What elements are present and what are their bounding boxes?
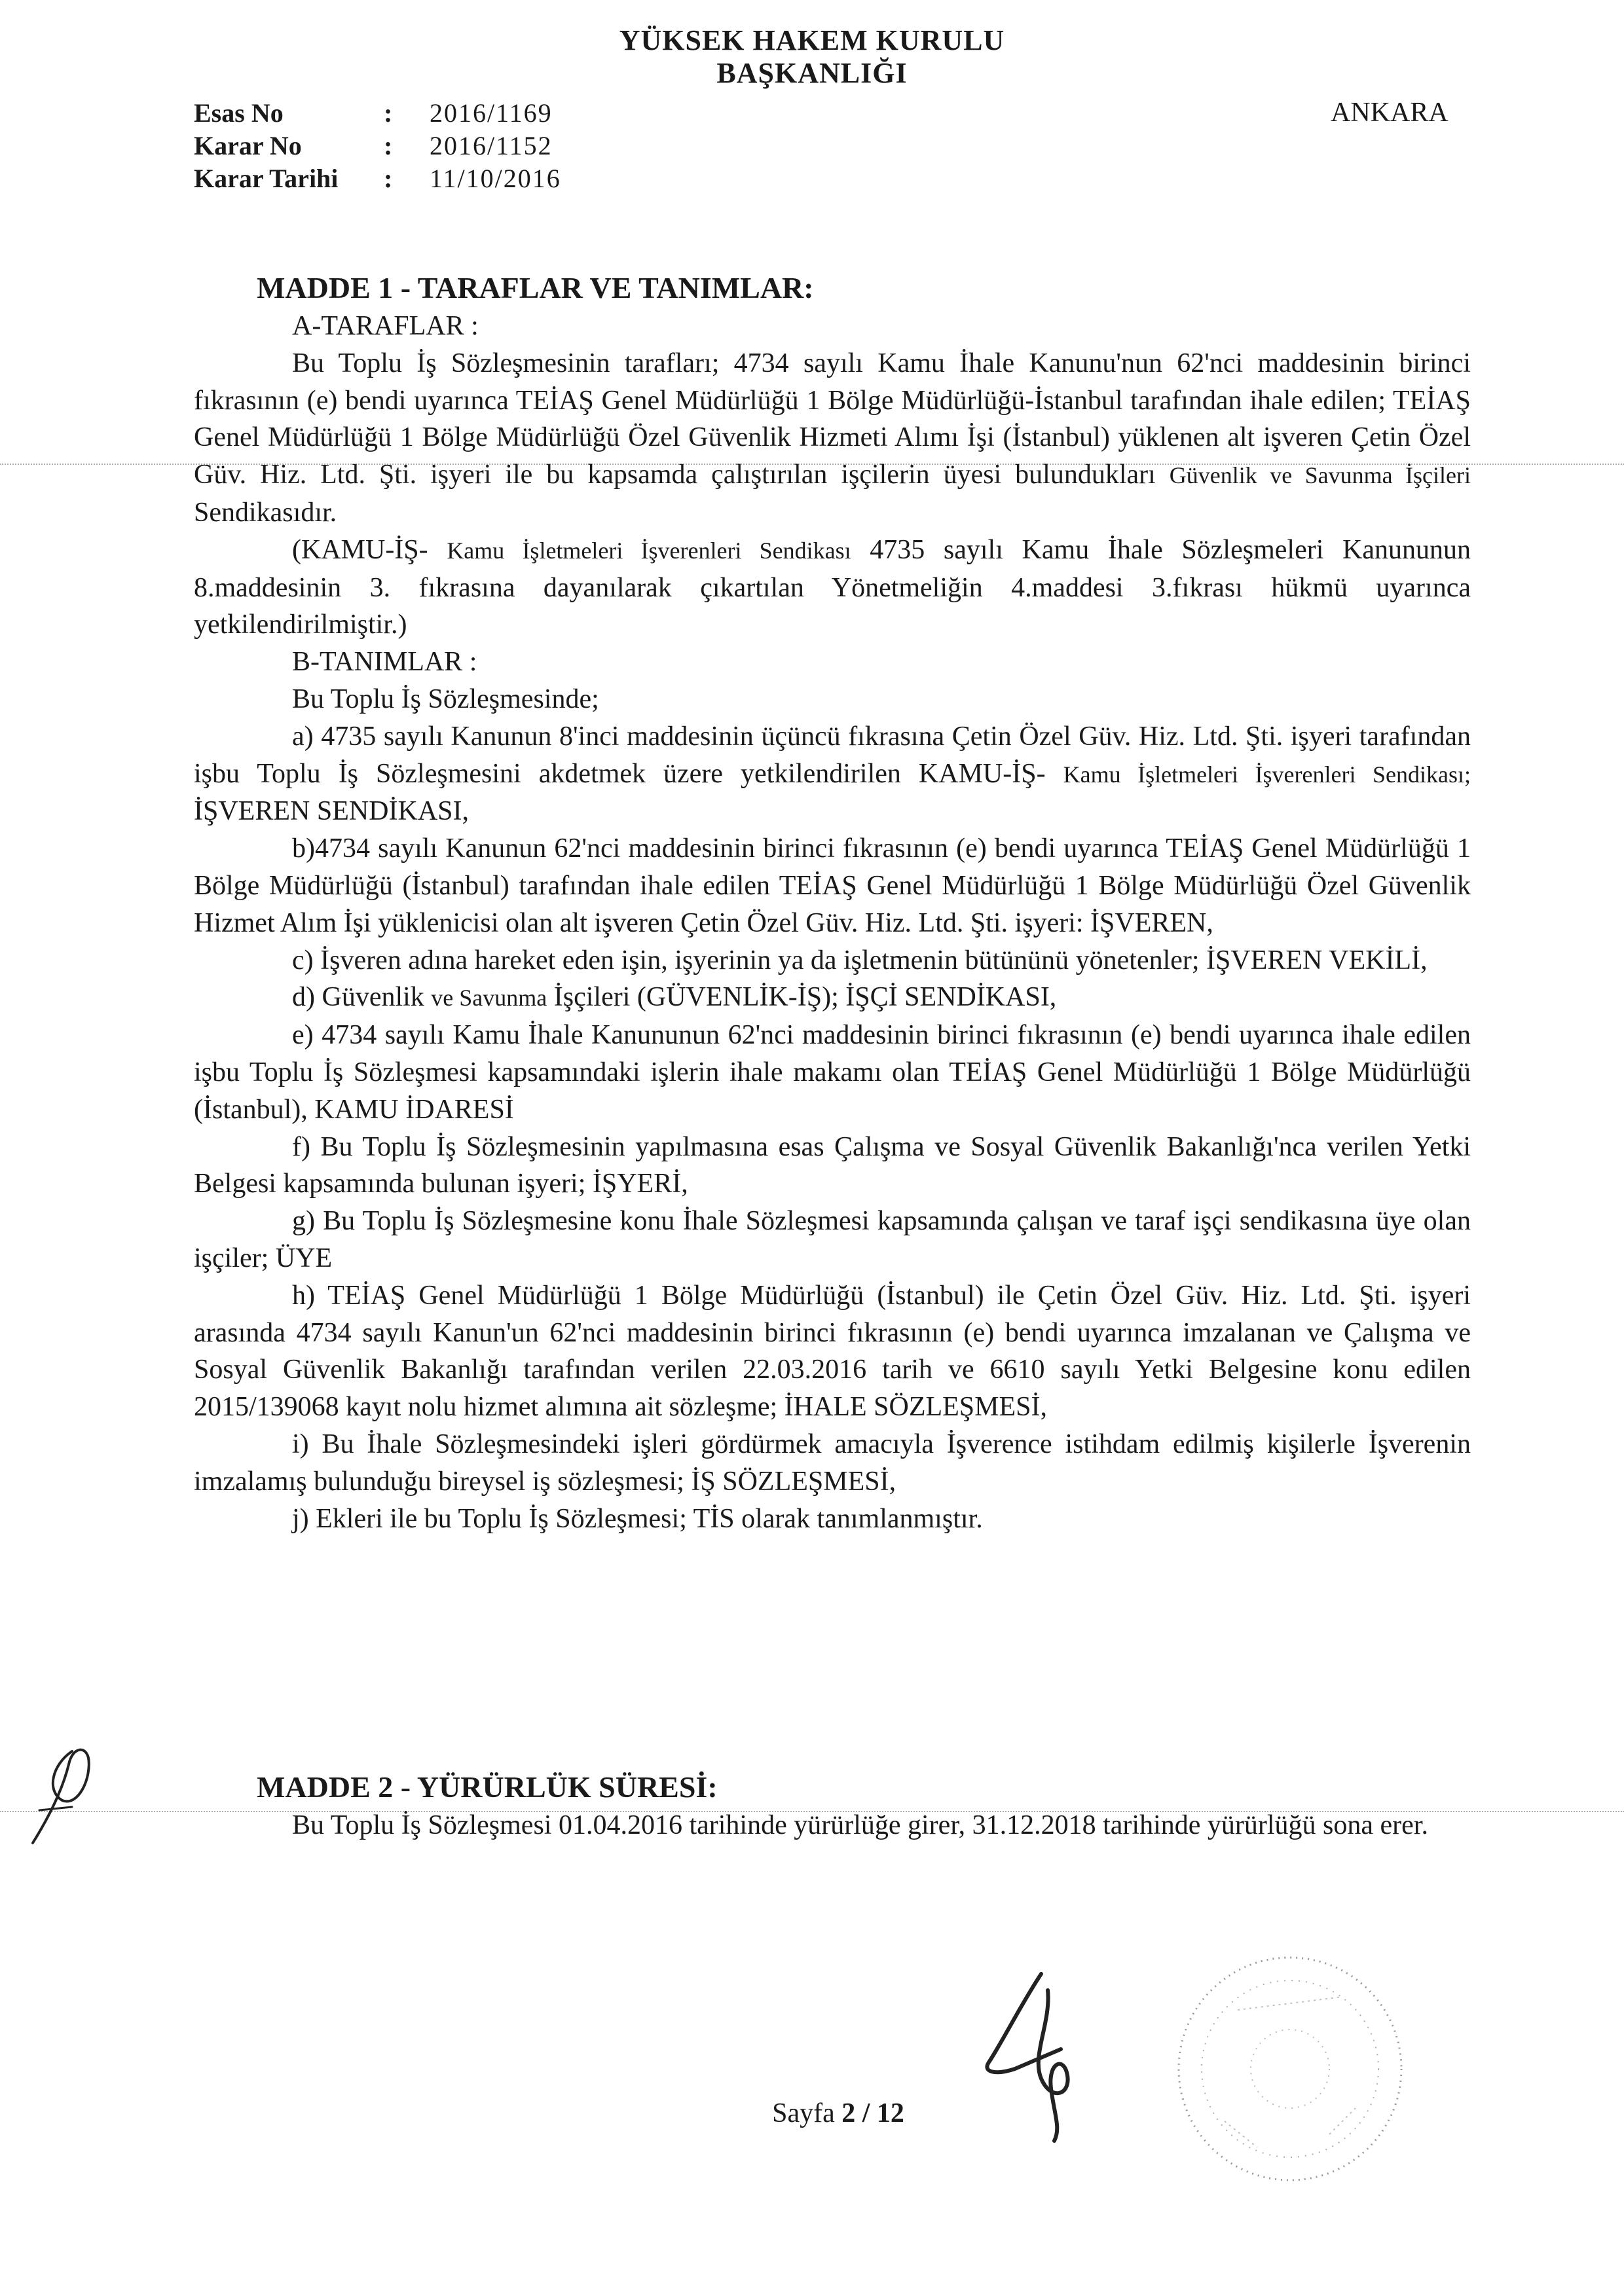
margin-initial-signature — [26, 1738, 111, 1850]
parties-paragraph — [194, 345, 1471, 532]
meta-separator: : — [384, 98, 393, 128]
meta-value: 2016/1169 — [430, 98, 553, 128]
definition-c: c) İşveren adına hareket eden işin, işyerinin ya da işletmenin bütününü yönetenler; İŞVEREN VEKİLİ, — [292, 945, 1428, 975]
article-2 — [194, 1768, 1471, 1844]
meta-value: 2016/1152 — [430, 131, 553, 160]
authorization-paragraph — [194, 532, 1471, 644]
page-separator: / — [862, 2098, 870, 2128]
header-line-1: YÜKSEK HAKEM KURULU — [619, 24, 1005, 56]
article-2-title: MADDE 2 - YÜRÜRLÜK SÜRESİ: — [257, 1770, 718, 1804]
meta-row-karar-tarihi — [194, 162, 561, 195]
def-d-small: ve Savunma — [431, 985, 547, 1011]
meta-separator: : — [384, 131, 393, 160]
def-a-end: İŞVEREN SENDİKASI, — [194, 796, 469, 827]
definition-i: i) Bu İhale Sözleşmesindeki işleri gördürmek amacıyla İşverence istihdam edilmiş kişilerle İşverenin imzalamış bulunduğu bireysel iş sözleşmesi; İŞ SÖZLEŞMESİ, — [194, 1429, 1471, 1497]
definition-b: b)4734 sayılı Kanunun 62'nci maddesinin birinci fıkrasının (e) bendi uyarınca TEİAŞ Genel Müdürlüğü 1 Bölge Müdürlüğü (İstanbul) tarafından ihale edilen TEİAŞ Genel Müdürlüğü 1 Bölge Müdürlüğü Özel Güvenlik Hizmet Alım İşi yüklenicisi olan alt işveren Çetin Özel Güv. Hiz. Ltd. Şti. işyeri: İŞVEREN, — [194, 833, 1471, 938]
section-a-heading: A-TARAFLAR : — [292, 311, 479, 341]
article-1-title: MADDE 1 - TARAFLAR VE TANIMLAR: — [257, 271, 814, 304]
page-current: 2 — [841, 2098, 856, 2128]
meta-label: Karar No — [194, 131, 302, 160]
meta-row-esas — [194, 97, 561, 130]
definition-e: e) 4734 sayılı Kamu İhale Kanununun 62'nci maddesinin birinci fıkrasının (e) bendi uyarınca ihale edilen işbu Toplu İş Sözleşmesi kapsamındaki işlerin ihale makamı olan TEİAŞ Genel Müdürlüğü 1 Bölge Müdürlüğü (İstanbul), KAMU İDARESİ — [194, 1020, 1471, 1125]
meta-label: Esas No — [194, 98, 284, 128]
union-name: Güvenlik ve Savunma İşçileri — [1169, 462, 1471, 489]
def-d-end: İşçileri (GÜVENLİK-İŞ); İŞÇİ SENDİKASI, — [553, 982, 1057, 1013]
parties-end: Sendikasıdır. — [194, 497, 337, 528]
employer-union-name: Kamu İşletmeleri İşverenleri Sendikası — [447, 537, 851, 564]
meta-label: Karar Tarihi — [194, 164, 339, 193]
meta-row-karar — [194, 130, 561, 162]
meta-value: 11/10/2016 — [430, 164, 561, 193]
section-b-heading: B-TANIMLAR : — [292, 647, 477, 678]
article-2-text: Bu Toplu İş Sözleşmesi 01.04.2016 tarihinde yürürlüğe girer, 31.12.2018 tarihinde yürürlüğü sona erer. — [292, 1810, 1428, 1840]
city-label: ANKARA — [1331, 98, 1449, 128]
parties-text: Bu Toplu İş Sözleşmesinin tarafları; 4734 sayılı Kamu İhale Kanunu'nun 62'nci maddesinin birinci fıkrasının (e) bendi uyarınca TEİAŞ Genel Müdürlüğü 1 Bölge Müdürlüğü-İstanbul tarafından ihale edilen; TEİAŞ Genel Müdürlüğü 1 Bölge Müdürlüğü Özel Güvenlik Hizmeti Alımı İşi (İstanbul) yüklenen alt işveren Çetin Özel Güv. Hiz. Ltd. Şti. işyeri ile bu kapsamda çalıştırılan işçilerin üyesi bulundukları — [194, 348, 1471, 490]
article-1 — [194, 268, 1471, 1537]
page-number — [0, 2098, 1624, 2129]
definition-d — [194, 979, 1471, 1017]
meta-separator: : — [384, 164, 393, 193]
header-line-2: BAŞKANLIĞI — [716, 57, 908, 89]
definition-a — [194, 718, 1471, 830]
def-a-text: a) 4735 sayılı Kanunun 8'inci maddesinin üçüncü fıkrasına Çetin Özel Güv. Hiz. Ltd. Şti. işyeri tarafından işbu Toplu İş Sözleşmesini akdetmek üzere yetkilendirilen KAMU-İŞ- — [194, 721, 1471, 789]
definition-h: h) TEİAŞ Genel Müdürlüğü 1 Bölge Müdürlüğü (İstanbul) ile Çetin Özel Güv. Hiz. Ltd. Şti. işyeri arasında 4734 sayılı Kanun'un 62'nci maddesinin birinci fıkrasının (e) bendi uyarınca imzalanan ve Çalışma ve Sosyal Güvenlik Bakanlığı tarafından verilen 22.03.2016 tarih ve 6610 sayılı Yetki Belgesine konu edilen 2015/139068 kayıt nolu hizmet alımına ait sözleşme; İHALE SÖZLEŞMESİ, — [194, 1280, 1471, 1423]
auth-end: 4735 sayılı Kamu İhale Sözleşmeleri Kanununun 8.maddesinin 3. fıkrasına dayanılarak çıkartılan Yönetmeliğin 4.maddesi 3.fıkrası hükmü uyarınca yetkilendirilmiştir.) — [194, 534, 1471, 640]
definition-f: f) Bu Toplu İş Sözleşmesinin yapılmasına esas Çalışma ve Sosyal Güvenlik Bakanlığı'nca verilen Yetki Belgesi kapsamında bulunan işyeri; İŞYERİ, — [194, 1131, 1471, 1199]
auth-start: (KAMU-İŞ- — [292, 534, 428, 565]
case-metadata — [194, 97, 561, 195]
page-prefix: Sayfa — [772, 2098, 835, 2128]
def-a-small: Kamu İşletmeleri İşverenleri Sendikası; — [1063, 761, 1471, 788]
definitions-intro: Bu Toplu İş Sözleşmesinde; — [292, 683, 599, 714]
definition-g: g) Bu Toplu İş Sözleşmesine konu İhale Sözleşmesi kapsamında çalışan ve taraf işçi sendikasına üye olan işçiler; ÜYE — [194, 1206, 1471, 1273]
official-stamp — [1159, 1938, 1421, 2200]
page-total: 12 — [876, 2098, 904, 2128]
definition-j: j) Ekleri ile bu Toplu İş Sözleşmesi; TİS olarak tanımlanmıştır. — [292, 1503, 983, 1534]
def-d-start: d) Güvenlik — [292, 982, 424, 1013]
